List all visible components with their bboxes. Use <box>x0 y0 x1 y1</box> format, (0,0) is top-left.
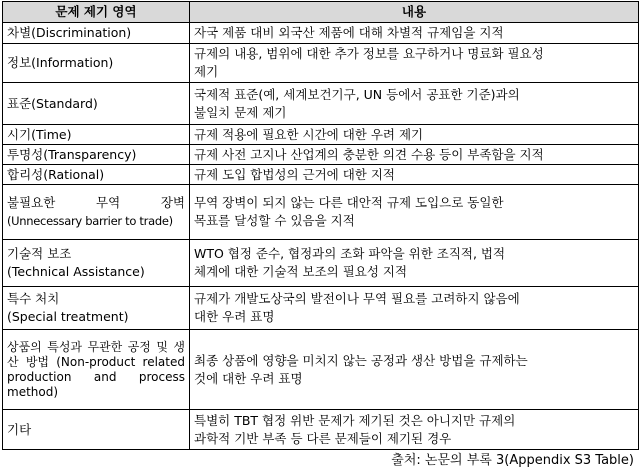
table-row <box>3 23 639 44</box>
content-cell: 국제적 표준(예, 세계보건기구, UN 등에서 공표한 기준)과의 불일치 문제 제기 <box>190 83 639 125</box>
category-cell: 투명성(Transparency) <box>3 145 190 165</box>
table-row <box>3 83 639 125</box>
category-cell: 불필요한 무역 장벽 (Unnecessary barrier to trade) <box>3 185 190 240</box>
source-caption: 출처: 논문의 부록 3(Appendix S3 Table) <box>391 453 634 468</box>
category-cell: 상품의 특성과 무관한 공정 및 생산 방법 (Non-product related production and process method) <box>3 330 190 410</box>
category-cell: 기타 <box>3 410 190 450</box>
table-row <box>3 240 639 287</box>
content-cell: 규제가 개발도상국의 발전이나 무역 필요를 고려하지 않음에 대한 우려 표명 <box>190 287 639 330</box>
wto-trade-concern-table <box>2 1 639 450</box>
content-cell: 규제의 내용, 범위에 대한 추가 정보를 요구하거나 명료화 필요성 제기 <box>190 44 639 83</box>
table-row <box>3 145 639 165</box>
content-cell: 무역 장벽이 되지 않는 다른 대안적 규제 도입으로 동일한 목표를 달성할 수 있음을 지적 <box>190 185 639 240</box>
table-row <box>3 410 639 450</box>
table-row <box>3 330 639 410</box>
content-cell: 규제 사전 고지나 산업계의 충분한 의견 수용 등이 부족함을 지적 <box>190 145 639 165</box>
content-cell: 자국 제품 대비 외국산 제품에 대해 차별적 규제임을 지적 <box>190 23 639 44</box>
header-content: 내용 <box>190 2 639 23</box>
category-cell: 시기(Time) <box>3 125 190 145</box>
table-row <box>3 125 639 145</box>
table-row <box>3 165 639 185</box>
content-cell: 특별히 TBT 협정 위반 문제가 제기된 것은 아니지만 규제의 과학적 기반 부족 등 다른 문제들이 제기된 경우 <box>190 410 639 450</box>
category-cell: 정보(Information) <box>3 44 190 83</box>
table-row <box>3 44 639 83</box>
category-cell: 합리성(Rational) <box>3 165 190 185</box>
table-row <box>3 185 639 240</box>
category-cell: 표준(Standard) <box>3 83 190 125</box>
header-category: 문제 제기 영역 <box>3 2 190 23</box>
content-cell: 규제 적용에 필요한 시간에 대한 우려 제기 <box>190 125 639 145</box>
category-cell: 기술적 보조 (Technical Assistance) <box>3 240 190 287</box>
table-header-row <box>3 2 639 23</box>
category-cell: 특수 처치 (Special treatment) <box>3 287 190 330</box>
category-cell: 차별(Discrimination) <box>3 23 190 44</box>
content-cell: WTO 협정 준수, 협정과의 조화 파악을 위한 조직적, 법적 체계에 대한 기술적 보조의 필요성 지적 <box>190 240 639 287</box>
content-cell: 규제 도입 합법성의 근거에 대한 지적 <box>190 165 639 185</box>
content-cell: 최종 상품에 영향을 미치지 않는 공정과 생산 방법을 규제하는 것에 대한 우려 표명 <box>190 330 639 410</box>
table-row <box>3 287 639 330</box>
